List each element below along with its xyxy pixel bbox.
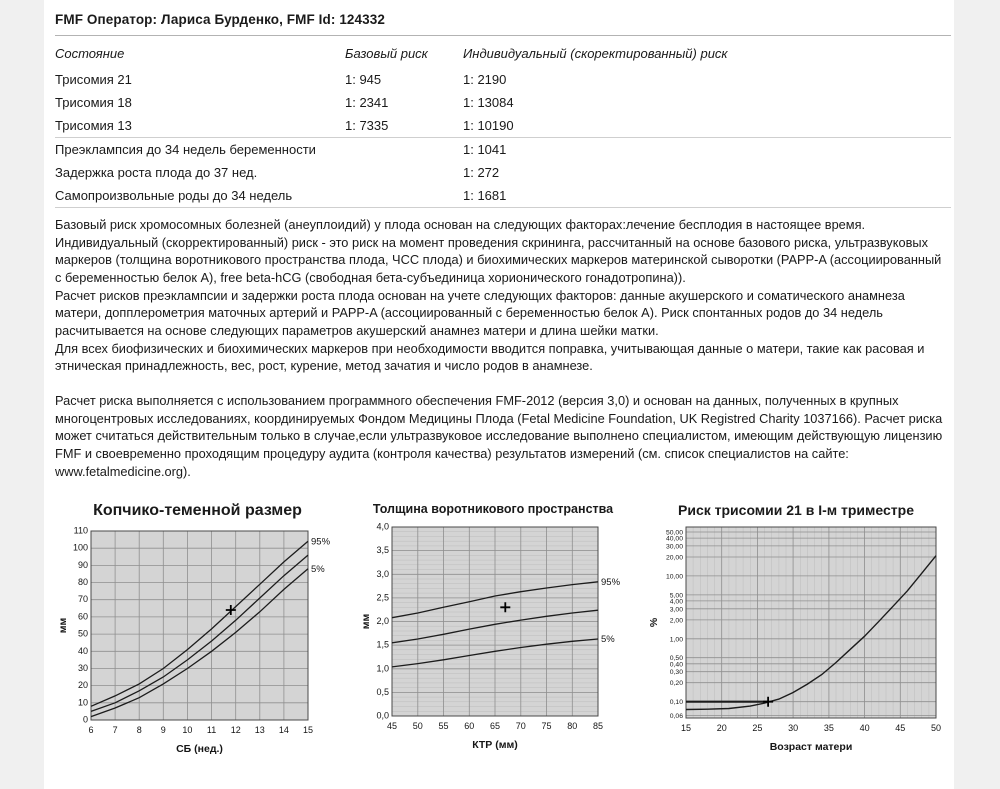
y-tick-label: 70 [77, 594, 88, 605]
y-tick-label: 0,10 [669, 699, 683, 707]
individual-risk-value: 1: 1041 [463, 142, 507, 157]
base-risk-value [345, 192, 463, 200]
y-tick-label: 0,20 [669, 680, 683, 688]
operator-header: FMF Оператор: Лариса Бурденко, FMF Id: 124332 [55, 12, 385, 27]
individual-risk-value: 1: 10190 [463, 118, 514, 133]
nt-chart [358, 502, 628, 758]
x-tick-label: 12 [230, 725, 241, 736]
x-tick-label: 6 [88, 725, 94, 736]
x-tick-label: 15 [680, 723, 692, 734]
x-tick-label: 45 [895, 723, 906, 734]
gridlines [392, 527, 598, 716]
condition-label: Трисомия 18 [55, 95, 132, 110]
percentile-label: 5% [601, 634, 615, 646]
table-row [55, 91, 951, 114]
nt-chart-svg [358, 519, 628, 754]
x-tick-label: 35 [823, 723, 834, 734]
risk-table-header-row [55, 40, 951, 68]
y-tick-label: 3,00 [669, 606, 683, 614]
x-tick-label: 9 [160, 725, 166, 736]
y-tick-label: 50 [77, 628, 88, 639]
fmf-software-text-block [55, 392, 951, 480]
y-tick-label: 0 [82, 714, 88, 725]
y-tick-label: 40 [77, 645, 88, 656]
base-risk-value [345, 146, 463, 154]
x-tick-label: 25 [752, 723, 763, 734]
condition-label: Самопроизвольные роды до 34 недель [55, 188, 293, 203]
x-tick-label: 11 [206, 725, 217, 736]
x-tick-label: 40 [859, 723, 870, 734]
base-risk-value: 1: 7335 [345, 118, 389, 133]
x-tick-label: 70 [515, 721, 526, 732]
paragraph-fmf-software: Расчет риска выполняется с использованием программного обеспечения FMF-2012 (версия 3,0) и основан на данных, полученных в крупных многоцентровых исследованиях, координируемых Фондом Медицины Плода (Fetal Medicine Foundation, UK Registred Charity 1037166). Расчет риска может считаться действительным только в случае,если ультразвуковое исследование выполнено специалистом, имеющим действующую лицензию FMF и своевременно проходящим процедуру аудита (контроля качества) результатов измерений (см. список специалистов на сайте: www.fetalmedicine.org). [55, 392, 943, 479]
x-tick-label: 65 [489, 721, 501, 732]
base-risk-value: 1: 945 [345, 72, 382, 87]
column-header-base-risk: Базовый риск [345, 46, 428, 61]
y-axis-label: % [648, 618, 660, 628]
percentile-label: 5% [311, 563, 325, 575]
y-tick-label: 2,00 [669, 617, 683, 625]
x-tick-label: 45 [386, 721, 398, 732]
x-tick-label: 75 [541, 721, 552, 732]
y-tick-label: 50,00 [665, 529, 683, 537]
y-tick-label: 0,30 [669, 669, 683, 677]
column-header-individual-risk: Индивидуальный (скоректированный) риск [463, 46, 728, 61]
base-risk-value [345, 169, 463, 177]
table-row [55, 68, 951, 91]
table-row [55, 138, 951, 161]
y-tick-label: 10,00 [665, 573, 683, 581]
risk-table [55, 40, 951, 208]
plot-area [686, 527, 936, 718]
y-tick-label: 4,00 [669, 598, 683, 606]
x-tick-label: 10 [182, 725, 193, 736]
percentile-label: 95% [601, 576, 621, 588]
individual-risk-value: 1: 13084 [463, 95, 514, 110]
condition-label: Преэклампсия до 34 недель беременности [55, 142, 316, 157]
y-tick-label: 60 [77, 611, 88, 622]
t21-risk-chart-svg [646, 521, 946, 756]
x-tick-label: 50 [930, 723, 942, 734]
individual-risk-value: 1: 272 [463, 165, 500, 180]
paragraph-base-risk: Базовый риск хромосомных болезней (анеуплоидий) у плода основан на следующих факторах:лечение бесплодия в настоящее время. [55, 217, 866, 232]
table-row [55, 161, 951, 184]
y-tick-label: 1,00 [669, 636, 683, 644]
crl-chart-svg [55, 523, 340, 758]
y-tick-label: 3,0 [376, 568, 389, 579]
y-tick-label: 1,5 [376, 639, 389, 650]
paragraph-individual-risk: Индивидуальный (скорректированный) риск - это риск на момент проведения скрининга, рассчитанный на основе базового риска, ультразвуковых маркеров (толщина воротникового пространства плода, ЧСС плода) и биохимических маркеров материнской сыворотки (PAPP-A (ассоциированный с беременностью белок A), free beta-hCG (свободная бета-субъединица хорионического гонадотропина)). [55, 234, 942, 285]
condition-label: Трисомия 13 [55, 118, 132, 133]
individual-risk-value: 1: 2190 [463, 72, 507, 87]
y-axis-label: мм [360, 613, 372, 630]
y-tick-label: 0,40 [669, 661, 683, 669]
y-tick-label: 0,0 [376, 710, 389, 721]
page-edge-left [0, 0, 44, 789]
y-tick-label: 90 [77, 560, 88, 571]
x-tick-label: 15 [302, 725, 314, 736]
column-header-condition: Состояние [55, 46, 125, 61]
x-axis-label: КТР (мм) [472, 739, 518, 752]
y-tick-label: 20,00 [665, 554, 683, 562]
condition-label: Задержка роста плода до 37 нед. [55, 165, 258, 180]
table-row [55, 114, 951, 138]
paragraph-corrections: Для всех биофизических и биохимических маркеров при необходимости вводится поправка, учитывающая данные о матери, такие как расовая и этническая принадлежность, вес, рост, курение, метод зачатия и число родов в анамнезе. [55, 340, 925, 374]
y-tick-label: 0,06 [669, 713, 683, 721]
y-tick-label: 80 [77, 577, 88, 588]
y-tick-label: 4,0 [376, 521, 389, 532]
percentile-label: 95% [311, 536, 331, 548]
y-tick-label: 30 [77, 663, 88, 674]
explanation-text-block [55, 216, 951, 375]
report-content [55, 8, 951, 758]
x-tick-label: 85 [592, 721, 604, 732]
y-tick-label: 20 [77, 680, 88, 691]
crl-chart-title: Копчико-теменной размер [93, 502, 302, 520]
x-tick-label: 60 [464, 721, 475, 732]
y-tick-label: 1,0 [376, 663, 389, 674]
y-tick-label: 100 [72, 542, 88, 553]
y-tick-label: 2,5 [376, 592, 389, 603]
charts-row [55, 502, 951, 758]
crl-chart [55, 502, 340, 758]
x-tick-label: 13 [254, 725, 265, 736]
x-axis-label: Возраст матери [769, 741, 853, 754]
condition-label: Трисомия 21 [55, 72, 132, 87]
t21-risk-chart [646, 502, 946, 758]
y-axis-label: мм [57, 617, 69, 634]
x-tick-label: 20 [716, 723, 727, 734]
x-tick-label: 8 [136, 725, 142, 736]
x-axis-label: СБ (нед.) [176, 743, 223, 756]
y-tick-label: 30,00 [665, 543, 683, 551]
individual-risk-value: 1: 1681 [463, 188, 507, 203]
y-tick-label: 110 [73, 525, 88, 536]
t21-risk-chart-title: Риск трисомии 21 в I-м триместре [678, 502, 914, 519]
y-tick-label: 3,5 [376, 545, 389, 556]
table-row [55, 184, 951, 208]
x-tick-label: 7 [112, 725, 118, 736]
y-tick-label: 0,5 [376, 687, 389, 698]
base-risk-value: 1: 2341 [345, 95, 389, 110]
y-tick-label: 5,00 [669, 592, 683, 600]
x-tick-label: 50 [412, 721, 423, 732]
x-tick-label: 80 [567, 721, 578, 732]
nt-chart-title: Толщина воротникового пространства [372, 502, 614, 517]
y-tick-label: 0,50 [669, 655, 683, 663]
header-rule [55, 35, 951, 36]
y-tick-label: 2,0 [376, 616, 389, 627]
x-tick-label: 55 [438, 721, 449, 732]
x-tick-label: 30 [788, 723, 799, 734]
paragraph-preeclampsia-risk: Расчет рисков преэклампсии и задержки роста плода основан на учете следующих факторов: данные акушерского и соматического анамнеза матери, допплерометрия маточных артерий и PAPP-A (ассоциированный с беременностью белок A). Риск спонтанных родов до 34 недель расчитывается на основе следующих параметров акушерский анамнез матери и длина шейки матки. [55, 287, 905, 338]
y-tick-label: 10 [77, 697, 88, 708]
x-tick-label: 14 [278, 725, 289, 736]
page-edge-right [954, 0, 1000, 789]
y-tick-label: 40,00 [665, 535, 683, 543]
